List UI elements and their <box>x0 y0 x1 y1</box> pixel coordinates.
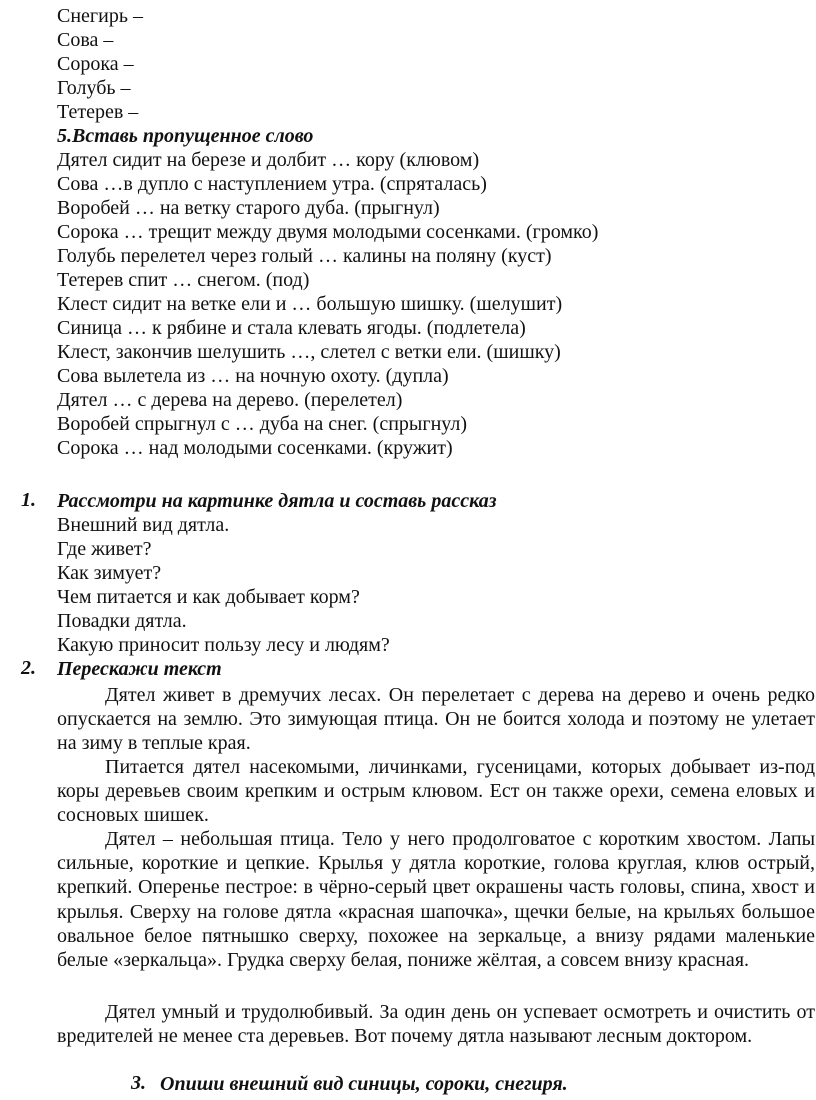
task1-question: Повадки дятла. <box>57 610 187 632</box>
section5-line: Синица … к рябине и стала клевать ягоды. (подлетела) <box>57 317 526 339</box>
section5-heading: 5.Вставь пропущенное слово <box>57 125 314 147</box>
task2-heading: Перескажи текст <box>57 658 222 680</box>
section5-line: Сорока … трещит между двумя молодыми сосенками. (громко) <box>57 221 599 243</box>
section5-line: Дятел сидит на березе и долбит … кору (клювом) <box>57 149 480 171</box>
section5-line: Дятел … с дерева на дерево. (перелетел) <box>57 389 403 411</box>
bird-line: Голубь – <box>57 77 131 99</box>
task2-paragraph: Дятел умный и трудолюбивый. За один день он успевает осмотреть и очистить от вредителей не менее ста деревьев. Вот почему дятла называют лесным доктором. <box>57 1001 815 1048</box>
task1-question: Внешний вид дятла. <box>57 514 230 536</box>
task1-question: Где живет? <box>57 538 152 560</box>
section5-line: Голубь перелетел через голый … калины на поляну (куст) <box>57 245 552 267</box>
bird-line: Сорока – <box>57 53 134 75</box>
section5-line: Клест сидит на ветке ели и … большую шишку. (шелушит) <box>57 293 563 315</box>
task1-question: Чем питается и как добывает корм? <box>57 586 360 608</box>
task3-number: 3. <box>131 1072 146 1094</box>
section5-line: Воробей … на ветку старого дуба. (прыгнул) <box>57 197 440 219</box>
bird-line: Снегирь – <box>57 5 143 27</box>
section5-line: Сова вылетела из … на ночную охоту. (дупла) <box>57 365 449 387</box>
section5-line: Клест, закончив шелушить …, слетел с ветки ели. (шишку) <box>57 341 561 363</box>
task2-paragraph: Питается дятел насекомыми, личинками, гусеницами, которых добывает из-под коры деревьев своим крепким и острым клювом. Ест он также орехи, семена еловых и сосновых шишек. <box>57 756 815 827</box>
bird-line: Сова – <box>57 29 114 51</box>
task2-paragraph: Дятел – небольшая птица. Тело у него продолговатое с коротким хвостом. Лапы сильные, короткие и цепкие. Крылья у дятла короткие, голова круглая, клюв острый, крепкий. Оперенье пестрое: в чёрно-серый цвет окрашены часть головы, спина, хвост и крылья. Сверху на голове дятла «красная шапочка», щечки белые, на крыльях большое овальное белое пятнышко сверху, похожее на зеркальце, а внизу рядами маленькие белые «зеркальца». Грудка сверху белая, пониже жёлтая, а совсем внизу красная. <box>57 828 815 972</box>
task2-number: 2. <box>21 657 36 679</box>
section5-line: Тетерев спит … снегом. (под) <box>57 269 310 291</box>
task2-paragraph: Дятел живет в дремучих лесах. Он перелетает с дерева на дерево и очень редко опускается на землю. Это зимующая птица. Он не боится холода и поэтому не улетает на зиму в теплые края. <box>57 684 815 755</box>
section5-line: Сорока … над молодыми сосенками. (кружит) <box>57 437 453 459</box>
bird-line: Тетерев – <box>57 101 139 123</box>
task1-heading: Рассмотри на картинке дятла и составь рассказ <box>57 490 497 512</box>
section5-line: Сова …в дупло с наступлением утра. (спряталась) <box>57 173 487 195</box>
task3-heading: Опиши внешний вид синицы, сороки, снегиря. <box>160 1073 568 1095</box>
section5-line: Воробей спрыгнул с … дуба на снег. (спрыгнул) <box>57 413 468 435</box>
task1-question: Как зимует? <box>57 562 162 584</box>
task1-number: 1. <box>21 489 36 511</box>
task1-question: Какую приносит пользу лесу и людям? <box>57 634 390 656</box>
